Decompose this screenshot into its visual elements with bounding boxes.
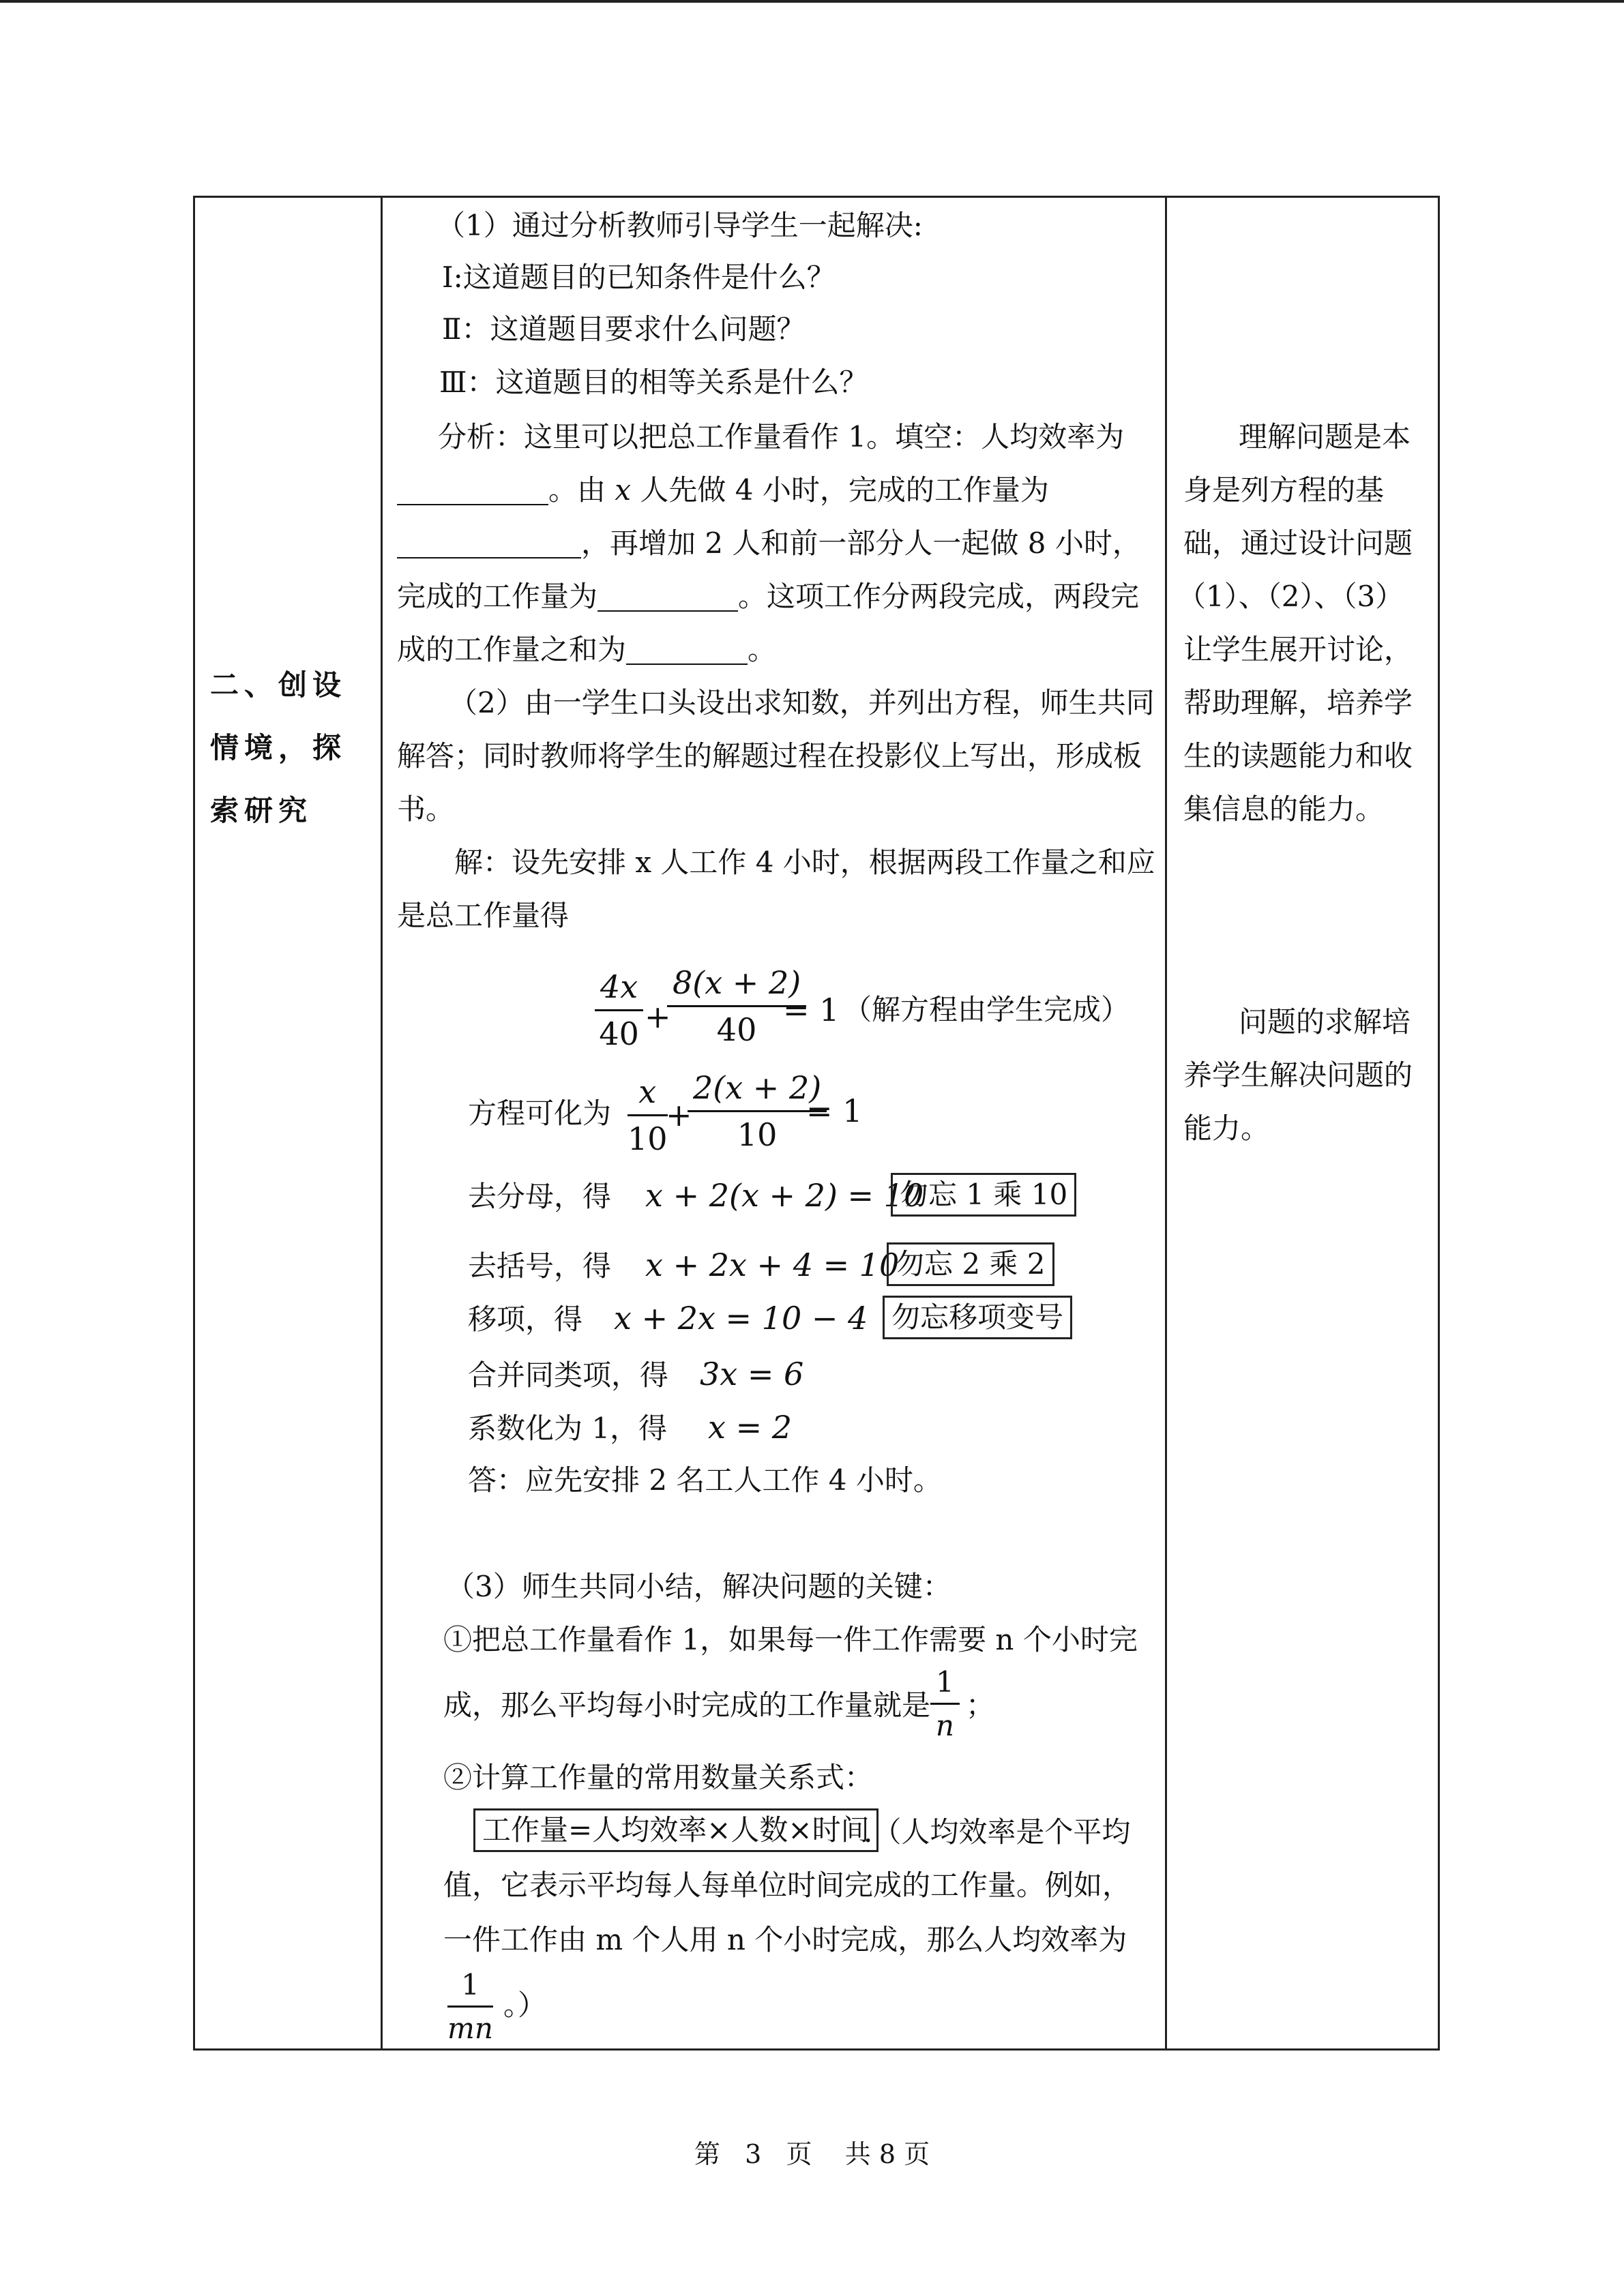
note2-line-3: 能力。: [1183, 1112, 1270, 1145]
eq1-plus: +: [645, 998, 671, 1035]
note1-line-6: 帮助理解，培养学: [1183, 686, 1413, 719]
question-1: Ⅰ:这道题目的已知条件是什么？: [442, 260, 836, 294]
eq2-fraction-2: 2(x + 2) 10: [688, 1069, 827, 1153]
key-point-1-line-2: 成，那么平均每小时完成的工作量就是: [443, 1688, 931, 1722]
note1-line-8: 集信息的能力。: [1183, 792, 1385, 826]
section-title-line-3: 索研究: [210, 794, 313, 827]
eq2-rhs: = 1: [806, 1092, 863, 1129]
analysis-line-3: ，再增加 2 人和前一部分人一起做 8 小时，: [397, 529, 1141, 558]
eq2-fraction-1: x 10: [628, 1073, 668, 1157]
eq1-fraction-1: 4x 40: [595, 968, 643, 1052]
fill-blank-2[interactable]: [397, 530, 581, 558]
key-point-2-line-4: 一件工作由 m 个人用 n 个小时完成，那么人均效率为: [443, 1923, 1127, 1956]
eq1-note: （解方程由学生完成）: [843, 993, 1130, 1026]
key-point-2-line-3: 值，它表示平均每人每单位时间完成的工作量。例如，: [443, 1868, 1132, 1902]
note2-line-2: 养学生解决问题的: [1183, 1058, 1413, 1092]
fill-blank-4[interactable]: [626, 636, 748, 665]
eq2-label: 方程可化为: [468, 1097, 612, 1130]
step-move-terms-label: 移项，得: [468, 1302, 583, 1336]
eq1-rhs: = 1: [783, 992, 840, 1028]
key-point-2-line-2: .（人均效率是个平均: [863, 1815, 1131, 1849]
note1-line-7: 生的读题能力和收: [1183, 739, 1413, 773]
answer: 答：应先安排 2 名工人工作 4 小时。: [468, 1463, 942, 1497]
key-point-1-line-1: ①把总工作量看作 1，如果每一件工作需要 n 个小时完: [443, 1623, 1138, 1656]
note1-line-5: 让学生展开讨论，: [1183, 633, 1413, 666]
step2-line-2: 解答；同时教师将学生的解题过程在投影仪上写出，形成板: [397, 739, 1142, 773]
analysis-line-5: 成的工作量之和为 。: [397, 633, 777, 666]
step-remove-denominator-label: 去分母，得: [468, 1180, 612, 1213]
step1-intro: （1）通过分析教师引导学生一起解决:: [437, 209, 923, 242]
question-2: Ⅱ：这道题目要求什么问题？: [442, 312, 806, 346]
step-remove-parentheses-expr: x + 2x + 4 = 10: [645, 1247, 900, 1283]
step-coefficient-label: 系数化为 1，得: [468, 1412, 668, 1445]
top-rule: [0, 0, 1624, 3]
fill-blank-3[interactable]: [597, 583, 738, 612]
tip-move-terms: 勿忘移项变号: [883, 1296, 1072, 1339]
step-move-terms-expr: x + 2x = 10 − 4: [614, 1300, 868, 1337]
question-3: Ⅲ：这道题目的相等关系是什么？: [439, 366, 868, 399]
note1-line-3: 础，通过设计问题: [1183, 526, 1413, 560]
step-combine-label: 合并同类项，得: [468, 1358, 669, 1392]
step3-intro: （3）师生共同小结，解决问题的关键：: [446, 1570, 951, 1603]
step-coefficient-expr: x = 2: [708, 1409, 792, 1446]
table-divider-1: [381, 196, 383, 2051]
step-combine-expr: 3x = 6: [700, 1356, 804, 1392]
page-number: 第 3 页 共 8 页: [694, 2139, 930, 2169]
step2-line-3: 书。: [397, 792, 455, 826]
note1-line-2: 身是列方程的基: [1183, 473, 1385, 507]
step-remove-parentheses-label: 去括号，得: [468, 1249, 612, 1283]
step2-line-1: （2）由一学生口头设出求知数，并列出方程，师生共同: [449, 686, 1155, 719]
table-divider-2: [1165, 196, 1167, 2051]
note1-line-4: （1）、（2）、（3）: [1177, 580, 1404, 613]
eq1-fraction-2: 8(x + 2) 40: [667, 964, 806, 1048]
key-point-2-line-1: ②计算工作量的常用数量关系式：: [443, 1761, 874, 1794]
solution-line-1: 解：设先安排 x 人工作 4 小时，根据两段工作量之和应: [454, 846, 1155, 879]
section-title-line-1: 二、创设: [210, 668, 347, 702]
note1-line-1: 理解问题是本: [1239, 420, 1411, 453]
tip-remove-parentheses: 勿忘 2 乘 2: [887, 1242, 1054, 1286]
key-point-2-fraction: 1 mn: [447, 1968, 493, 2045]
note2-line-1: 问题的求解培: [1239, 1005, 1411, 1039]
analysis-line-1: 分析：这里可以把总工作量看作 1。填空：人均效率为: [438, 420, 1125, 453]
key-point-1-end: ；: [966, 1688, 995, 1722]
section-title-line-2: 情境，探: [210, 731, 347, 764]
key-point-2-end: 。）: [503, 1988, 547, 2022]
key-point-1-fraction: 1 n: [930, 1665, 960, 1742]
fill-blank-1[interactable]: [397, 477, 548, 505]
analysis-line-2: 。由 x 人先做 4 小时，完成的工作量为: [397, 476, 1049, 505]
analysis-line-4: 完成的工作量为 。这项工作分两段完成，两段完: [397, 580, 1140, 613]
step-remove-denominator-expr: x + 2(x + 2) = 10: [645, 1177, 924, 1214]
work-formula-box: 工作量=人均效率×人数×时间: [473, 1808, 879, 1852]
eq2-plus: +: [666, 1097, 692, 1133]
tip-remove-denominator: 勿忘 1 乘 10: [891, 1173, 1076, 1217]
solution-line-2: 是总工作量得: [397, 899, 570, 932]
